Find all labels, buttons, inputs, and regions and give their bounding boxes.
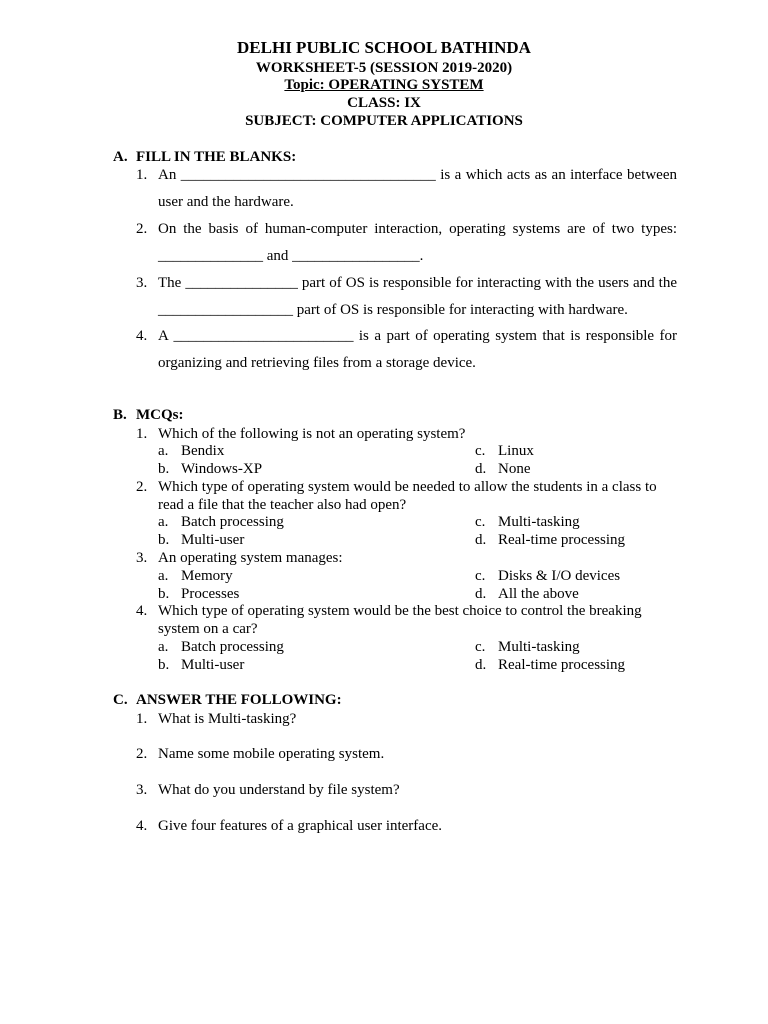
mcq-option (475, 443, 534, 460)
question-text: What is Multi-tasking? (158, 711, 297, 727)
option-letter: d. (475, 657, 487, 673)
fill-blank-number: 3. (136, 275, 148, 291)
fill-blank-number: 4. (136, 328, 148, 344)
question-text: Name some mobile operating system. (158, 746, 385, 762)
mcq-option (475, 461, 531, 478)
topic-title: Topic: OPERATING SYSTEM (284, 77, 484, 93)
mcq-number: 2. (136, 479, 148, 495)
option-text: Real-time processing (498, 657, 626, 673)
mcq-option (475, 639, 580, 656)
option-letter: c. (475, 443, 486, 459)
worksheet-title: WORKSHEET-5 (SESSION 2019-2020) (255, 60, 513, 76)
option-text: Multi-tasking (498, 514, 580, 530)
option-text: Processes (181, 586, 240, 602)
section-b-heading (113, 407, 184, 424)
section-a-title: FILL IN THE BLANKS: (136, 149, 297, 165)
mcq-option (475, 568, 620, 585)
option-letter: b. (158, 461, 170, 477)
option-letter: a. (158, 639, 169, 655)
section-a-letter: A. (113, 149, 128, 165)
option-text: Linux (498, 443, 534, 459)
option-letter: a. (158, 443, 169, 459)
mcq-option (158, 657, 244, 674)
question-number: 4. (136, 818, 148, 834)
option-text: Windows-XP (181, 461, 263, 477)
option-letter: b. (158, 586, 170, 602)
option-letter: a. (158, 568, 169, 584)
option-text: Multi-tasking (498, 639, 580, 655)
question-text: Give four features of a graphical user interface. (158, 818, 443, 834)
option-text: Multi-user (181, 532, 245, 548)
option-text: All the above (498, 586, 579, 602)
mcq-option (475, 514, 580, 531)
fill-blank-line: __________________ part of OS is responsible for interacting with hardware. (158, 302, 628, 318)
mcq-option (475, 586, 579, 603)
option-letter: a. (158, 514, 169, 530)
section-c-title: ANSWER THE FOLLOWING: (136, 692, 342, 708)
mcq-question: Which type of operating system would be needed to allow the students in a class to (158, 479, 657, 495)
option-text: Batch processing (181, 514, 284, 530)
mcq-number: 1. (136, 426, 148, 442)
mcq-option (158, 461, 262, 478)
option-letter: b. (158, 657, 170, 673)
option-text: Real-time processing (498, 532, 626, 548)
mcq-option (158, 443, 224, 460)
fill-blank-number: 1. (136, 167, 148, 183)
fill-blank-line: On the basis of human-computer interaction, operating systems are of two types: (158, 221, 677, 237)
option-letter: c. (475, 514, 486, 530)
fill-blank-line: The _______________ part of OS is responsible for interacting with the users and the (158, 275, 677, 291)
mcq-number: 4. (136, 603, 148, 619)
mcq-question: read a file that the teacher also had open? (158, 497, 407, 513)
fill-blank-line: user and the hardware. (158, 194, 294, 210)
fill-blank-line: A ________________________ is a part of operating system that is responsible for (158, 328, 677, 344)
option-letter: d. (475, 586, 487, 602)
option-text: Multi-user (181, 657, 245, 673)
mcq-option (475, 657, 625, 674)
question-number: 2. (136, 746, 148, 762)
mcq-option (158, 568, 233, 585)
option-letter: d. (475, 461, 487, 477)
section-b-title: MCQs: (136, 407, 184, 423)
mcq-option (158, 586, 239, 603)
section-a-heading (113, 149, 296, 166)
mcq-option (158, 639, 284, 656)
question-number: 1. (136, 711, 148, 727)
mcq-option (475, 532, 625, 549)
fill-blank-line: An __________________________________ is a which acts as an interface between (158, 167, 677, 183)
section-c-letter: C. (113, 692, 128, 708)
section-b-letter: B. (113, 407, 127, 423)
option-text: Bendix (181, 443, 225, 459)
mcq-question: Which of the following is not an operating system? (158, 426, 466, 442)
option-text: Batch processing (181, 639, 284, 655)
school-name: DELHI PUBLIC SCHOOL BATHINDA (237, 38, 531, 57)
mcq-question: Which type of operating system would be the best choice to control the breaking (158, 603, 642, 619)
option-text: None (498, 461, 531, 477)
mcq-number: 3. (136, 550, 148, 566)
fill-blank-line: ______________ and _________________. (158, 248, 424, 264)
fill-blank-number: 2. (136, 221, 148, 237)
section-c-heading (113, 692, 342, 709)
option-letter: c. (475, 568, 486, 584)
option-letter: d. (475, 532, 487, 548)
question-text: What do you understand by file system? (158, 782, 400, 798)
mcq-question: An operating system manages: (158, 550, 343, 566)
subject-label: SUBJECT: COMPUTER APPLICATIONS (245, 113, 523, 129)
mcq-question: system on a car? (158, 621, 258, 637)
option-text: Disks & I/O devices (498, 568, 621, 584)
fill-blank-line: organizing and retrieving files from a storage device. (158, 355, 476, 371)
option-letter: b. (158, 532, 170, 548)
question-number: 3. (136, 782, 148, 798)
mcq-option (158, 514, 284, 531)
mcq-option (158, 532, 244, 549)
class-label: CLASS: IX (347, 95, 421, 111)
option-text: Memory (181, 568, 233, 584)
option-letter: c. (475, 639, 486, 655)
